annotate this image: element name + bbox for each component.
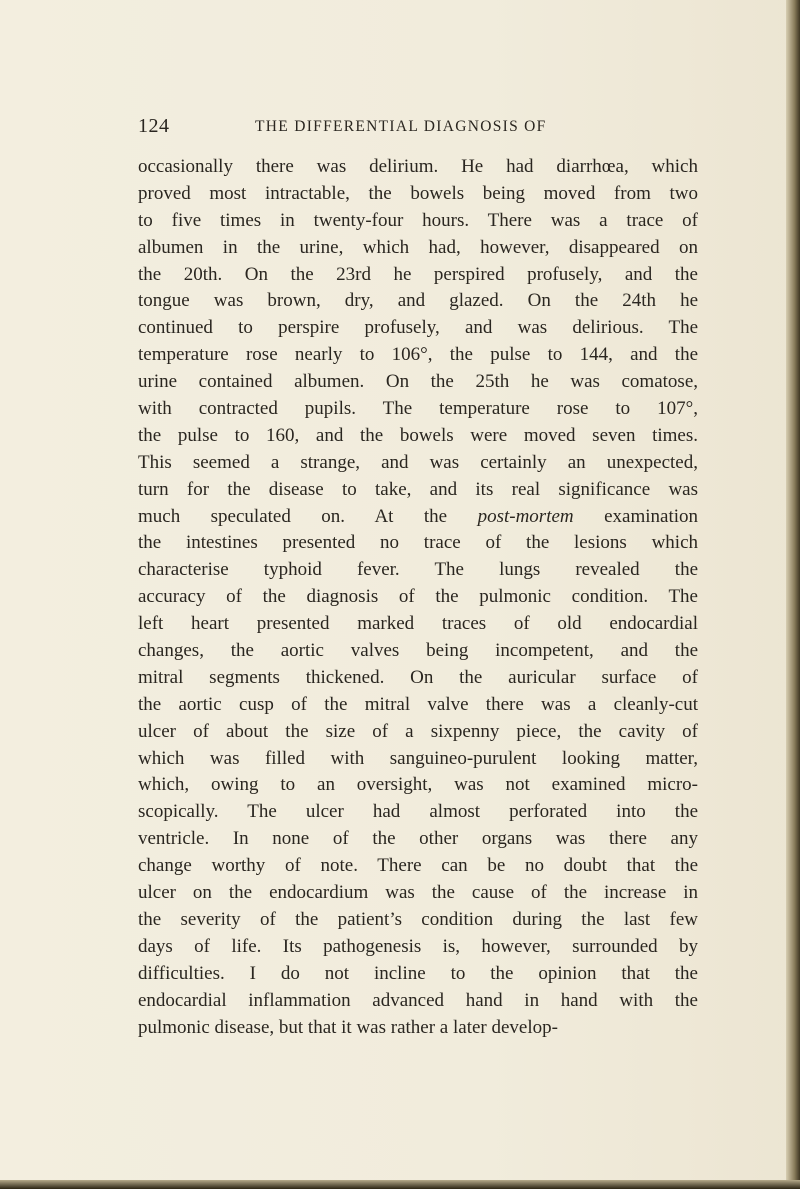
text-line: accuracy of the diagnosis of the pulmonic condition. The	[138, 586, 698, 608]
running-title: THE DIFFERENTIAL DIAGNOSIS OF	[255, 118, 547, 135]
text-line: difficulties. I do not incline to the opinion that the	[138, 962, 698, 984]
text-line: characterise typhoid fever. The lungs revealed the	[138, 559, 698, 581]
text-line: This seemed a strange, and was certainly an unexpected,	[138, 451, 698, 473]
text-line: the 20th. On the 23rd he perspired profusely, and the	[138, 263, 698, 285]
text-line: proved most intractable, the bowels being moved from two	[138, 182, 698, 204]
text-line-with-italic	[138, 504, 698, 531]
text-line: temperature rose nearly to 106°, the pulse to 144, and the	[138, 344, 698, 366]
text-line: the severity of the patient’s condition during the last few	[138, 908, 698, 930]
page-number: 124	[138, 115, 170, 137]
text-line: the aortic cusp of the mitral valve there was a cleanly-cut	[138, 693, 698, 715]
page-bottom-edge	[0, 1180, 800, 1189]
text-line: which, owing to an oversight, was not examined micro-	[138, 774, 698, 796]
text-line: occasionally there was delirium. He had diarrhœa, which	[138, 156, 698, 177]
text-line: changes, the aortic valves being incompetent, and the	[138, 640, 698, 662]
text-line: turn for the disease to take, and its real significance was	[138, 478, 698, 500]
page-header	[138, 115, 698, 143]
book-gutter-shadow	[786, 0, 800, 1189]
text-line: mitral segments thickened. On the auricular surface of	[138, 666, 698, 688]
text-line: to five times in twenty-four hours. There was a trace of	[138, 209, 698, 231]
text-line: change worthy of note. There can be no doubt that the	[138, 855, 698, 877]
text-line: with contracted pupils. The temperature rose to 107°,	[138, 398, 698, 420]
text-line: ulcer on the endocardium was the cause of the increase in	[138, 882, 698, 904]
text-segment: much speculated on. At the	[138, 505, 448, 527]
text-line: urine contained albumen. On the 25th he was comatose,	[138, 371, 698, 393]
body-text	[138, 154, 698, 1041]
text-line: left heart presented marked traces of old endocardial	[138, 613, 698, 635]
text-line: tongue was brown, dry, and glazed. On the 24th he	[138, 290, 698, 312]
text-line: endocardial inflammation advanced hand in hand with the	[138, 989, 698, 1011]
text-line: days of life. Its pathogenesis is, however, surrounded by	[138, 935, 698, 957]
text-line: albumen in the urine, which had, however, disappeared on	[138, 236, 698, 258]
text-segment: examination	[604, 505, 699, 527]
text-line: the intestines presented no trace of the lesions which	[138, 532, 698, 554]
text-line: ulcer of about the size of a sixpenny piece, the cavity of	[138, 720, 698, 742]
italic-phrase: post-mortem	[477, 505, 574, 527]
text-line: which was filled with sanguineo-purulent looking matter,	[138, 747, 698, 769]
text-line: ventricle. In none of the other organs was there any	[138, 828, 698, 850]
text-line: the pulse to 160, and the bowels were moved seven times.	[138, 424, 698, 446]
text-line: continued to perspire profusely, and was delirious. The	[138, 317, 698, 339]
text-line: pulmonic disease, but that it was rather a later develop-	[138, 1016, 558, 1038]
text-line: scopically. The ulcer had almost perforated into the	[138, 801, 698, 823]
